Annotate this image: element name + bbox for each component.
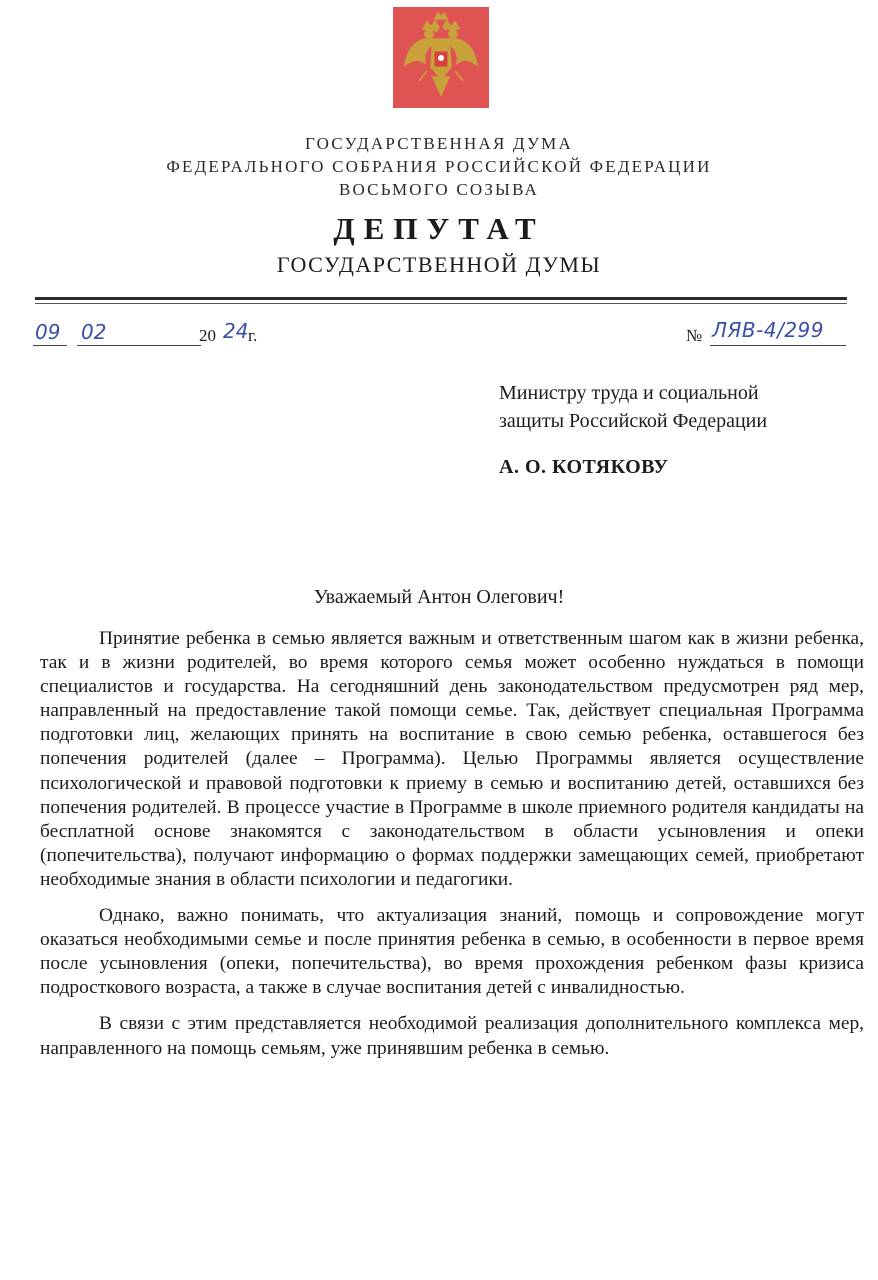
salutation: Уважаемый Антон Олегович!: [313, 586, 565, 608]
header-divider-thick: [35, 297, 847, 300]
date-month-underline: [77, 345, 201, 346]
header-divider-thin: [35, 303, 847, 304]
coat-of-arms-icon: [393, 7, 489, 108]
letter-paragraph: В связи с этим представляется необходимой реализация дополнительного комплекса мер, направленного на помощь семьям, уже принявшим ребенка в семью.: [40, 1013, 864, 1059]
letter-paragraph: Однако, важно понимать, что актуализация знаний, помощь и сопровождение могут оказаться необходимыми семье и после принятия ребенка в семью, в особенности в первое время после усыновления (опеки, попечительства), во время прохождения ребенком фазы кризиса подросткового возраста, а также в случае воспитания детей с инвалидностью.: [40, 905, 864, 999]
number-sign: №: [686, 326, 703, 345]
date-field: [33, 316, 273, 348]
letterhead-subtitle: ГОСУДАРСТВЕННОЙ ДУМЫ: [276, 252, 602, 277]
registration-number-field: [686, 316, 848, 348]
org-name-line2: ФЕДЕРАЛЬНОГО СОБРАНИЯ РОССИЙСКОЙ ФЕДЕРАЦИИ: [166, 157, 712, 176]
org-name-line3: ВОСЬМОГО СОЗЫВА: [338, 180, 540, 199]
date-day-underline: [33, 345, 67, 346]
date-day: 09: [35, 320, 61, 344]
date-year-suffix: 24: [223, 319, 249, 343]
registration-number: ЛЯВ-4/299: [712, 318, 825, 342]
letter-body: [40, 627, 864, 1073]
date-year-prefix: 20: [199, 326, 216, 345]
letterhead-title: ДЕПУТАТ: [333, 211, 545, 246]
addressee-position: [499, 379, 859, 435]
registration-number-underline: [710, 345, 846, 346]
date-year-unit: г.: [248, 326, 258, 345]
date-month: 02: [81, 320, 107, 344]
addressee-position-line1: Министру труда и социальной: [499, 382, 759, 404]
letter-paragraph: Принятие ребенка в семью является важным и ответственным шагом как в жизни ребенка, так и в жизни родителей, во время которого семья может особенно нуждаться в помощи специалистов и государства. На сегодняшний день законодательством предусмотрен ряд мер, направленный на предоставление такой помощи семье. Так, действует специальная Программа подготовки лиц, желающих принять на воспитание в свою семью ребенка, оставшегося без попечения родителей (далее – Программа). Целью Программы является осуществление психологической и правовой подготовки к приему в семью и воспитанию детей, оставшихся без попечения родителей. В процессе участие в Программе в школе приемного родителя кандидаты на бесплатной основе знакомятся с законодательством в области усыновления и опеки (попечительства), получают информацию о формах поддержки замещающих семей, приобретают необходимые знания в области психологии и педагогики.: [40, 628, 864, 890]
addressee-name: А. О. КОТЯКОВУ: [499, 456, 669, 478]
org-name-line1: ГОСУДАРСТВЕННАЯ ДУМА: [305, 134, 573, 153]
addressee-position-line2: защиты Российской Федерации: [499, 410, 768, 432]
